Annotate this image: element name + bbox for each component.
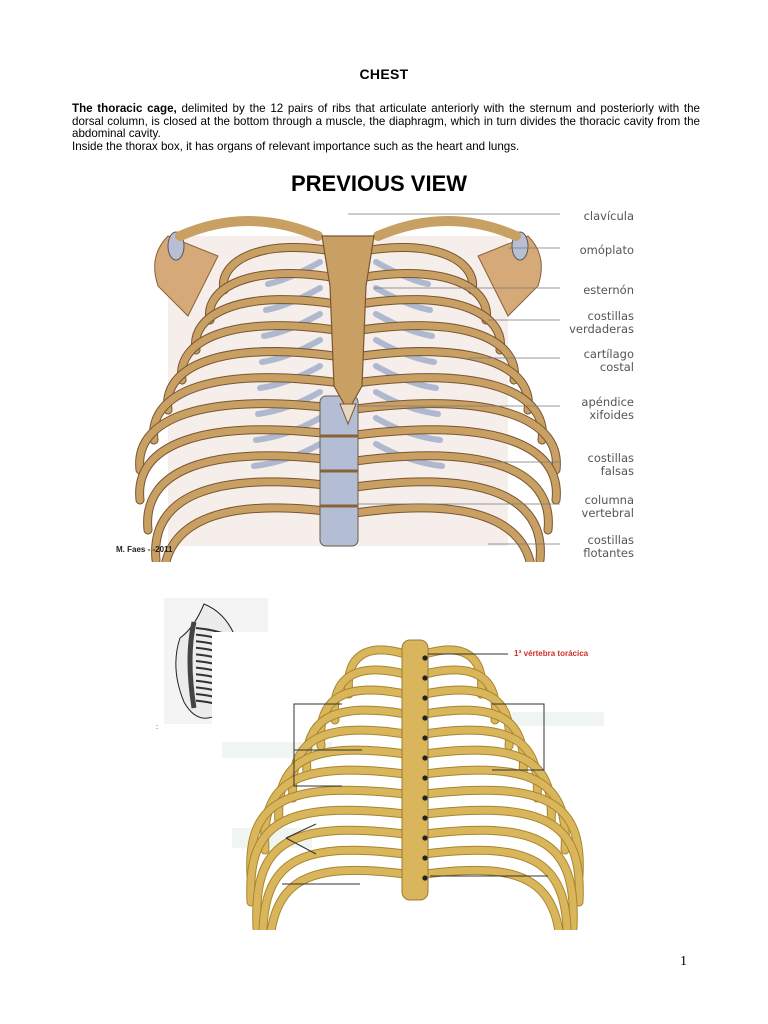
anatomy-label: apéndice [581, 395, 634, 409]
anatomy-label: cartílago [583, 347, 634, 361]
first-thoracic-vertebra-label: 1ª vértebra torácica [514, 649, 589, 658]
vertebra-marker-dot [422, 815, 427, 820]
vertebra-marker-dot [422, 875, 427, 880]
vertebra-marker-dot [422, 755, 427, 760]
anatomy-label: costillas [587, 533, 634, 547]
section-heading: PREVIOUS VIEW [290, 171, 468, 196]
vertebra-marker-dot [422, 795, 427, 800]
anatomy-label: xifoides [589, 408, 634, 422]
anatomy-label: verdaderas [569, 322, 634, 336]
vertebra-marker-dot [422, 715, 427, 720]
anatomy-label: clavícula [583, 209, 634, 223]
vertebra-marker-dot [422, 735, 427, 740]
anatomy-label: omóplato [579, 243, 634, 257]
anatomy-label: costillas [587, 309, 634, 323]
vertebra-marker-dot [422, 775, 427, 780]
page-number: 1 [680, 954, 687, 969]
right-clavicle [378, 221, 516, 236]
anatomy-label: falsas [600, 464, 634, 478]
vertebra-marker-dot [422, 835, 427, 840]
intro-line-1 [72, 103, 700, 141]
anterior-ribcage-figure [108, 196, 648, 562]
anatomy-label: vertebral [581, 506, 634, 520]
intro-bold-term: The thoracic cage, [72, 102, 177, 115]
anatomy-label: costillas [587, 451, 634, 465]
left-clavicle [180, 221, 318, 236]
anatomy-label: flotantes [583, 546, 634, 560]
stray-mark: : [156, 724, 158, 731]
vertebra-marker-dot [422, 855, 427, 860]
figure-credit: M. Faes - -2011 [116, 545, 173, 554]
document-title: CHEST [359, 66, 409, 82]
posterior-ribcage-figure [212, 632, 604, 930]
intro-paragraph [72, 103, 700, 153]
anatomy-label: columna [584, 493, 634, 507]
vertebra-marker-dot [422, 675, 427, 680]
vertebra-marker-dot [422, 655, 427, 660]
anatomy-label: esternón [583, 283, 634, 297]
intro-text: delimited by the 12 pairs of ribs that articulate anteriorly with the sternum and posteriorly with the dorsal column, is closed at the bottom through a muscle, the diaphragm, which in turn divides the thoracic cavity from the abdominal cavity. [72, 102, 700, 141]
intro-line-2: Inside the thorax box, it has organs of relevant importance such as the heart and lungs. [72, 139, 520, 153]
vertebra-marker-dot [422, 695, 427, 700]
anatomy-label: costal [599, 360, 634, 374]
